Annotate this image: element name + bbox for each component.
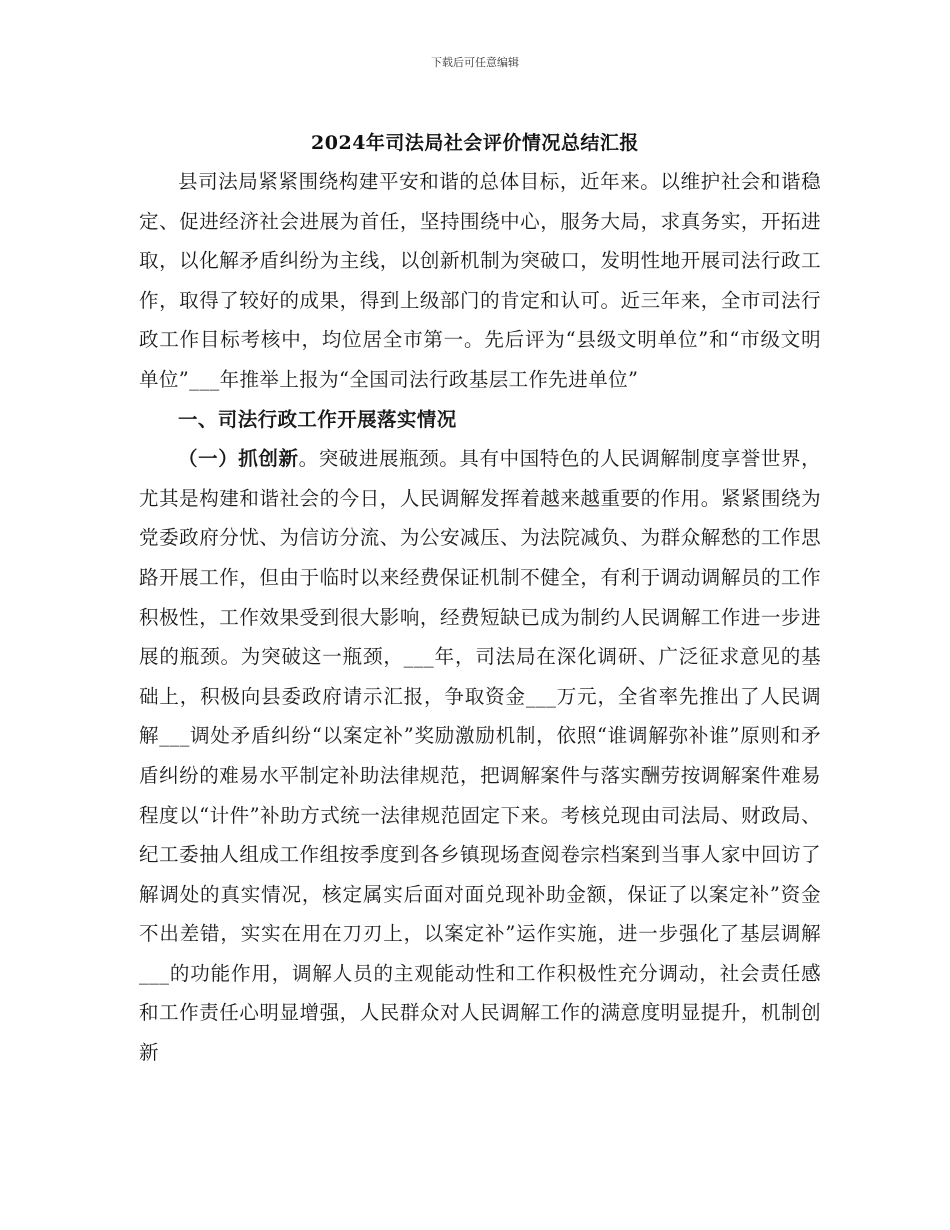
document-title: 2024年司法局社会评价情况总结汇报 [311, 132, 639, 154]
document-body [139, 162, 821, 1073]
subsection-heading: （一）抓创新 [178, 447, 299, 471]
innovation-text: 。突破进展瓶颈。具有中国特色的人民调解制度享誉世界，尤其是构建和谐社会的今日，人民调解发挥着越来越重要的作用。紧紧围绕为党委政府分忧、为信访分流、为公安减压、为法院减负、为群众解愁的工作思路开展工作，但由于临时以来经费保证机制不健全，有利于调动调解员的工作积极性，工作效果受到很大影响，经费短缺已成为制约人民调解工作进一步进展的瓶颈。为突破这一瓶颈，___年，司法局在深化调研、广泛征求意见的基础上，积极向县委政府请示汇报，争取资金___万元，全省率先推出了人民调解___调处矛盾纠纷“以案定补”奖励激励机制，依照“谁调解弥补谁”原则和矛盾纠纷的难易水平制定补助法律规范，把调解案件与落实酬劳按调解案件难易程度以“计件”补助方式统一法律规范固定下来。考核兑现由司法局、财政局、纪工委抽人组成工作组按季度到各乡镇现场查阅卷宗档案到当事人家中回访了解调处的真实情况，核定属实后面对面兑现补助金额，保证了以案定补”资金不出差错，实实在用在刀刃上，以案定补”运作实施，进一步强化了基层调解___的功能作用，调解人员的主观能动性和工作积极性充分调动，社会责任感和工作责任心明显增强，人民群众对人民调解工作的满意度明显提升，机制创新 [139, 447, 821, 1065]
intro-paragraph: 县司法局紧紧围绕构建平安和谐的总体目标，近年来。以维护社会和谐稳定、促进经济社会进展为首任，坚持围绕中心，服务大局，求真务实，开拓进取，以化解矛盾纠纷为主线，以创新机制为突破口，发明性地开展司法行政工作，取得了较好的成果，得到上级部门的肯定和认可。近三年来，全市司法行政工作目标考核中，均位居全市第一。先后评为“县级文明单位”和“市级文明单位”___年推举上报为“全国司法行政基层工作先进单位” [139, 170, 821, 391]
section-heading: 一、司法行政工作开展落实情况 [178, 407, 457, 431]
innovation-paragraph [139, 439, 821, 1073]
page-header-note: 下载后可任意编辑 [431, 56, 519, 69]
